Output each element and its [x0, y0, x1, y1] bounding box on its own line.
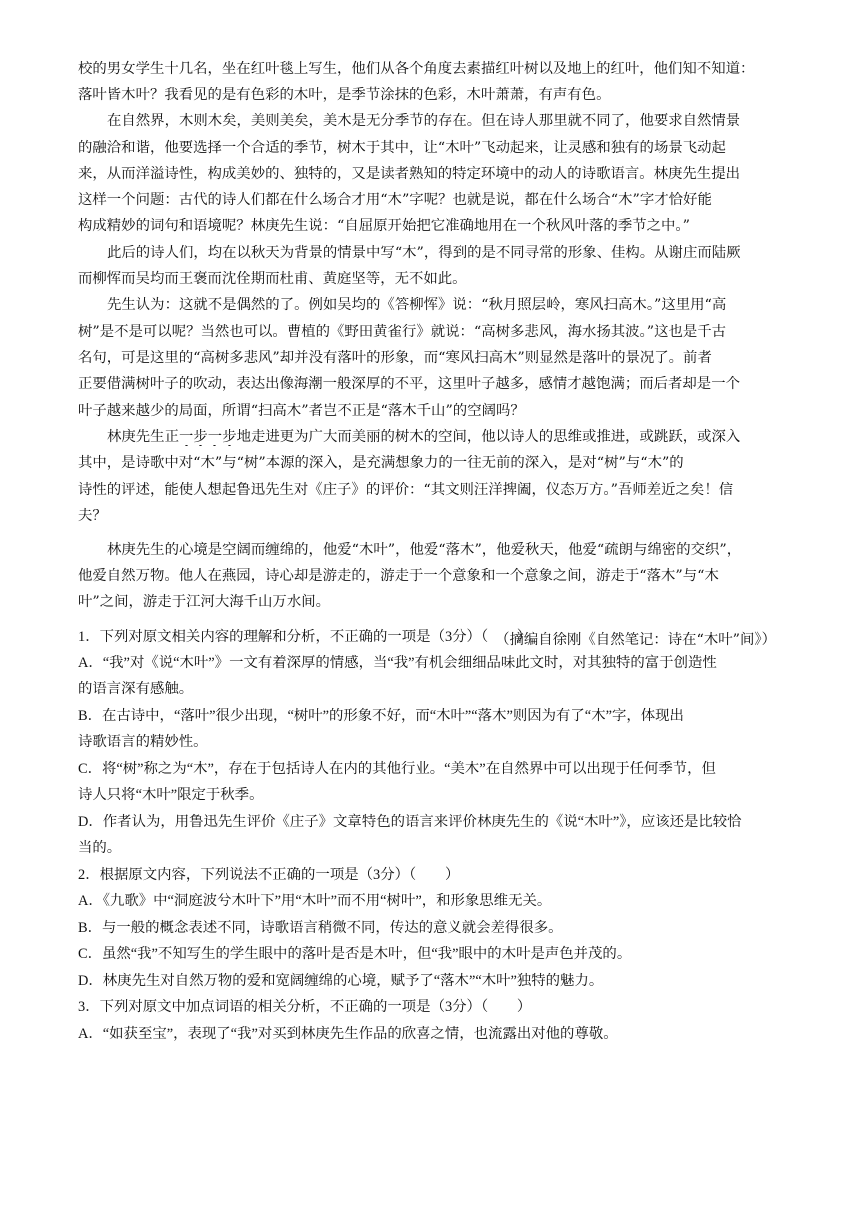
question-line: A．“我”对《说“木叶”》一文有着深厚的情感，当“我”有机会细细品味此文时，对其独特的富于创造性 — [78, 655, 717, 671]
passage-line: 此后的诗人们，均在以秋天为背景的情景中写“木”，得到的是不同寻常的形象、佳构。从谢庄而陆厥 — [107, 245, 741, 261]
passage-line: 名句，可是这里的“高树多悲风”却并没有落叶的形象，而“寒风扫高木”则显然是落叶的景况了。前者 — [78, 350, 712, 366]
question-line: 诗人只将“木叶”限定于秋季。 — [78, 787, 264, 803]
passage-line: 校的男女学生十几名，坐在红叶毯上写生，他们从各个角度去素描红叶树以及地上的红叶，他们知不知道： — [78, 61, 755, 77]
passage-line: 树”是不是可以呢？当然也可以。曹植的《野田黄雀行》就说：“高树多悲风，海水扬其波。”这也是千古 — [78, 324, 727, 340]
passage-line: 正要借满树叶子的吹动，表达出像海潮一般深厚的不平，这里叶子越多，感情才越饱满；而后者却是一个 — [78, 376, 740, 392]
passage-line: 这样一个问题：古代的诗人们都在什么场合才用“木”字呢？也就是说，都在什么场合“木”字才恰好能 — [78, 192, 712, 208]
question-line: 3．下列对原文中加点词语的相关分析，不正确的一项是（3分）（ ） — [78, 999, 532, 1015]
question-line: B．与一般的概念表述不同，诗歌语言稍微不同，传达的意义就会差得很多。 — [78, 920, 563, 936]
passage-line: 林庚先生正一步一步地走进更为广大而美丽的树木的空间，他以诗人的思维或推进，或跳跃，或深入 — [107, 429, 741, 445]
passage-line: 而柳恽而吴均而王褒而沈佺期而杜甫、黄庭坚等，无不如此。 — [78, 271, 467, 287]
question-line: 当的。 — [78, 840, 122, 856]
question-line: 1．下列对原文相关内容的理解和分析，不正确的一项是（3分）（ ） — [78, 629, 532, 645]
question-line: A．“如获至宝”，表现了“我”对买到林庚先生作品的欣喜之情，也流露出对他的尊敬。 — [78, 1026, 618, 1042]
passage-line: 其中，是诗歌中对“木”与“树”本源的深入，是充满想象力的一往无前的深入，是对“树”与“木”的 — [78, 455, 684, 471]
passage-line: 落叶皆木叶？我看见的是有色彩的木叶，是季节涂抹的色彩，木叶萧萧，有声有色。 — [78, 87, 611, 103]
passage-line: 来，从而洋溢诗性，构成美妙的、独特的，又是读者熟知的特定环境中的动人的诗歌语言。林庚先生提出 — [78, 166, 740, 182]
source-citation: （摘编自徐刚《自然笔记：诗在“木叶”间》） — [495, 632, 776, 648]
question-line: D．林庚先生对自然万物的爱和宽阔缠绵的心境，赋予了“落木”“木叶”独特的魅力。 — [78, 973, 604, 989]
passage-line: 夫？ — [78, 508, 107, 524]
question-line: 诗歌语言的精妙性。 — [78, 734, 208, 750]
passage-line: 构成精妙的词句和语境呢？林庚先生说：“自屈原开始把它准确地用在一个秋风叶落的季节之中。” — [78, 218, 690, 234]
passage-line: 先生认为：这就不是偶然的了。例如吴均的《答柳恽》说：“秋月照层岭，寒风扫高木。”这里用“高 — [107, 297, 727, 313]
passage-line: 在自然界，木则木矣，美则美矣，美木是无分季节的存在。但在诗人那里就不同了，他要求自然情景 — [107, 113, 741, 129]
passage-line: 林庚先生的心境是空阔而缠绵的，他爱“木叶”，他爱“落木”，他爱秋天，他爱“疏朗与绵密的交织”， — [107, 542, 742, 558]
question-line: 2．根据原文内容，下列说法不正确的一项是（3分）（ ） — [78, 867, 460, 883]
question-line: D．作者认为，用鲁迅先生评价《庄子》文章特色的语言来评价林庚先生的《说“木叶”》，应该还是比较恰 — [78, 814, 742, 830]
question-line: A．《九歌》中“洞庭波兮木叶下”用“木叶”而不用“树叶”，和形象思维无关。 — [78, 893, 552, 909]
question-line: B．在古诗中，“落叶”很少出现，“树叶”的形象不好，而“木叶”“落木”则因为有了“木”字，体现出 — [78, 708, 684, 724]
passage-line: 叶子越来越少的局面，所谓“扫高木”者岂不正是“落木千山”的空阔吗？ — [78, 403, 525, 419]
question-line: 的语言深有感触。 — [78, 681, 194, 697]
question-line: C．将“树”称之为“木”，存在于包括诗人在内的其他行业。“美木”在自然界中可以出现于任何季节，但 — [78, 761, 716, 777]
question-line: C．虽然“我”不知写生的学生眼中的落叶是否是木叶，但“我”眼中的木叶是声色并茂的。 — [78, 946, 632, 962]
passage-line: 叶”之间，游走于江河大海千山万水间。 — [78, 594, 330, 610]
passage-line: 他爱自然万物。他人在燕园，诗心却是游走的，游走于一个意象和一个意象之间，游走于“落木”与“木 — [78, 568, 719, 584]
passage-line: 的融洽和谐，他要选择一个合适的季节，树木于其中，让“木叶”飞动起来，让灵感和独有的场景飞动起 — [78, 140, 726, 156]
passage-line: 诗性的评述，能使人想起鲁迅先生对《庄子》的评价：“其文则汪洋捭阖，仪态万方。”吾师差近之矣！信 — [78, 482, 734, 498]
